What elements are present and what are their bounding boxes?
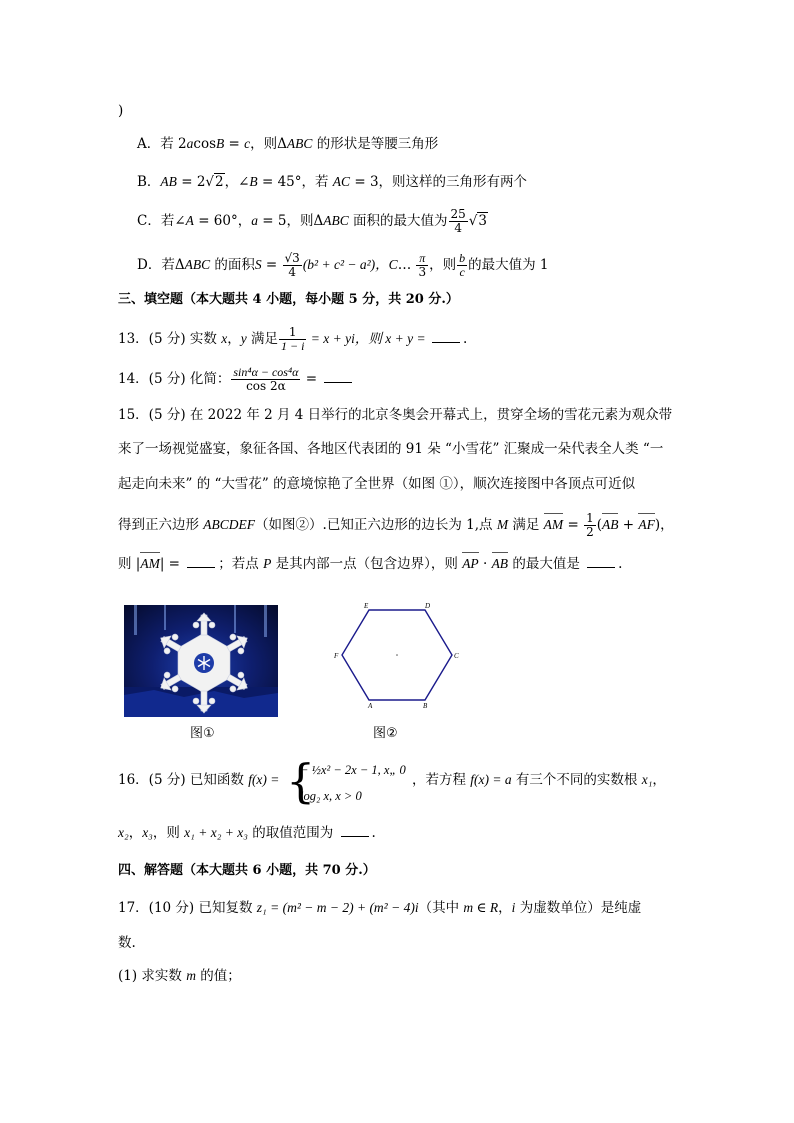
question-15-line-1: 15．(5 分) 在 2022 年 2 月 4 日举行的北京冬奥会开幕式上，贯穿全场的雪花元素为观众带 xyxy=(118,407,673,423)
vector: AF xyxy=(638,515,655,535)
question-17-line-2: 数. xyxy=(118,935,136,951)
vector: AP xyxy=(462,554,479,574)
answer-blank xyxy=(187,555,215,568)
question-15-line-5: 则 |AM| = ；若点 P 是其内部一点（包含边界），则 AP · AB 的最大值是 . xyxy=(118,556,623,572)
vector: AM xyxy=(544,515,564,535)
piecewise-case-1: − ½x² − 2x − 1, x„ 0 xyxy=(300,763,406,777)
question-14: 14．(5 分) 化简： $\frac{\text{sin⁴α − cos⁴α}}{\cos 2\alpha}$ = xyxy=(118,366,355,393)
question-16-line-2: x₂，x₃，则 x₁ + x₂ + x₃ 的取值范围为 . xyxy=(118,825,376,841)
answer-blank xyxy=(432,330,460,343)
vector: AB xyxy=(602,515,619,535)
fraction: $\frac{\text{sin⁴α − cos⁴α}}{\cos 2\alpha}$ xyxy=(233,365,299,393)
vertex-label-a: A xyxy=(368,702,373,710)
question-13: 13．(5 分) 实数 x，y 满足 $\frac{1}{1 - i}$ = x + yi，则 x + y = . xyxy=(118,325,468,353)
question-16-line-1: 16．(5 分) 已知函数 f(x) = xyxy=(118,772,280,788)
vector: AM xyxy=(140,554,160,574)
answer-blank xyxy=(587,555,615,568)
fraction: $\frac{25}{4}$ xyxy=(450,207,466,235)
section-heading-answer: 四、解答题（本大题共 6 小题，共 70 分.） xyxy=(118,863,376,878)
vertex-label-d: D xyxy=(425,602,431,610)
answer-blank xyxy=(324,370,352,383)
question-15-line-4: 得到正六边形 ABCDEF（如图②）.已知正六边形的边长为 1,点 M 满足 AM = $\frac{1}{2}$ (AB + AF)， xyxy=(118,511,674,539)
figure-2-caption: 图② xyxy=(373,726,398,741)
piecewise-case-2: log₂ x, x > 0 xyxy=(300,789,362,803)
vertex-label-c: C xyxy=(454,652,459,660)
q12-option-b: B．AB = 2√2，∠B = 45°，若 AC = 3，则这样的三角形有两个 xyxy=(137,174,528,190)
piecewise-brace: { xyxy=(286,754,316,808)
vector: AB xyxy=(492,554,509,574)
fraction: $\frac{b}{c}$ xyxy=(459,251,466,279)
figure-1-caption: 图① xyxy=(190,726,215,741)
hexagon-diagram xyxy=(330,598,470,712)
q12-tail: ) xyxy=(118,103,124,119)
q12-option-c: C．若∠A = 60°，a = 5，则ΔABC 面积的最大值为 $\frac{25}{4}$ √3 xyxy=(137,207,487,235)
fraction: $\frac{1}{1 - i}$ xyxy=(280,325,305,353)
snowflake-photo xyxy=(124,605,278,717)
vertex-label-f: F xyxy=(334,652,339,660)
question-15-line-3: 起走向未来” 的 “大雪花” 的意境惊艳了全世界（如图 ①），顺次连接图中各顶点可近似 xyxy=(118,476,636,492)
vertex-label-b: B xyxy=(423,702,428,710)
q12-option-a: A．若 2acosB = c，则ΔABC 的形状是等腰三角形 xyxy=(137,136,439,152)
fraction: $\frac{√3}{4}$ xyxy=(284,251,300,279)
answer-blank xyxy=(341,824,369,837)
question-15-line-2: 来了一场视觉盛宴，象征各国、各地区代表团的 91 朵 “小雪花” 汇聚成一朵代表全人类 “一 xyxy=(118,441,664,457)
vertex-label-e: E xyxy=(364,602,369,610)
fraction: $\frac{1}{2}$ xyxy=(586,511,594,539)
question-16-line-1-tail: ，若方程 f(x) = a 有三个不同的实数根 x₁， xyxy=(412,772,666,788)
question-17-part-1: (1) 求实数 m 的值； xyxy=(118,968,241,984)
section-heading-fill-in: 三、填空题（本大题共 4 小题，每小题 5 分，共 20 分.） xyxy=(118,292,459,307)
q12-option-d: D．若ΔABC 的面积S = $\frac{√3}{4}$ (b² + c² − a²)，C… $\frac{\pi}{3}$ ，则 $\frac{b}{c}$ 的最大值为 1 xyxy=(137,251,549,279)
question-17-line-1: 17．(10 分) 已知复数 z₁ = (m² − m − 2) + (m² − 4)i（其中 m ∈ R，i 为虚数单位）是纯虚 xyxy=(118,900,642,916)
fraction: $\frac{\pi}{3}$ xyxy=(418,251,427,279)
